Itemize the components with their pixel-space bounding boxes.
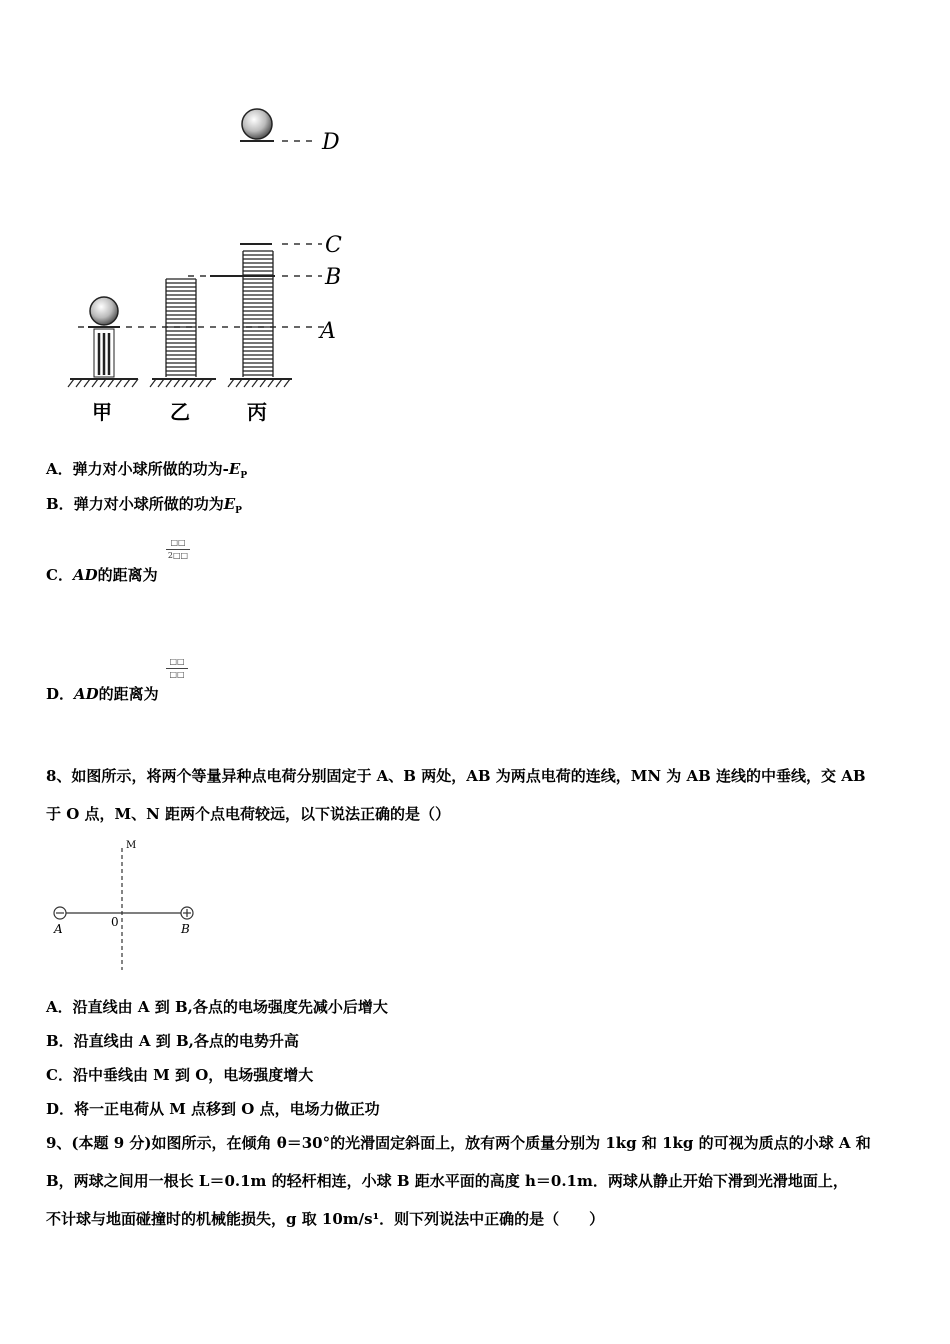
charge-figure (48, 836, 208, 974)
q8-option-a: A．沿直线由 A 到 B,各点的电场强度先减小后增大 (46, 998, 388, 1016)
spring-yi (150, 279, 216, 387)
q8-option-b: B．沿直线由 A 到 B,各点的电势升高 (46, 1032, 299, 1050)
label-M: M (126, 840, 137, 851)
spring-bing (228, 251, 292, 387)
panel-label-yi: 乙 (170, 400, 190, 424)
q7-option-d-fraction: □□ □□ (166, 657, 188, 680)
q7-option-d: D．AD的距离为 (46, 685, 159, 703)
label-charge-A: A (54, 922, 63, 936)
panel-label-jia: 甲 (92, 400, 112, 424)
label-B: B (325, 265, 342, 290)
label-O: 0 (111, 915, 119, 929)
label-D: D (322, 130, 340, 155)
label-charge-B: B (181, 922, 190, 936)
q7-option-a: A．弹力对小球所做的功为$-E_P$ (46, 460, 248, 481)
panel-label-bing: 丙 (247, 400, 267, 424)
q9-stem-line1: 9、(本题 9 分)如图所示，在倾角 θ＝30°的光滑固定斜面上，放有两个质量分别为 1kg 和 1kg 的可视为质点的小球 A 和 (46, 1134, 871, 1152)
q8-option-c: C．沿中垂线由 M 到 O，电场强度增大 (46, 1066, 314, 1084)
q7-option-c: C．AD的距离为 (46, 566, 158, 584)
q8-stem-line1: 8、如图所示，将两个等量异种点电荷分别固定于 A、B 两处，AB 为两点电荷的连线，MN 为 AB 连线的中垂线，交 AB (46, 767, 866, 785)
ball-top (240, 109, 274, 141)
spring-jia (68, 297, 138, 387)
q9-stem-line3: 不计球与地面碰撞时的机械能损失，g 取 10m/s¹．则下列说法中正确的是（ ） (46, 1210, 605, 1228)
q8-option-d: D．将一正电荷从 M 点移到 O 点，电场力做正功 (46, 1100, 380, 1118)
label-A: A (320, 319, 336, 344)
label-C: C (325, 233, 342, 258)
q8-stem-line2: 于 O 点，M、N 距两个点电荷较远，以下说法正确的是（） (46, 805, 451, 823)
q9-stem-line2: B，两球之间用一根长 L＝0.1m 的轻杆相连，小球 B 距水平面的高度 h＝0.1m．两球从静止开始下滑到光滑地面上， (46, 1172, 848, 1190)
q7-option-b: B．弹力对小球所做的功为$E_P$ (46, 495, 242, 516)
q7-option-c-fraction: □□ 2□□ (167, 538, 189, 560)
spring-figure (60, 95, 360, 430)
